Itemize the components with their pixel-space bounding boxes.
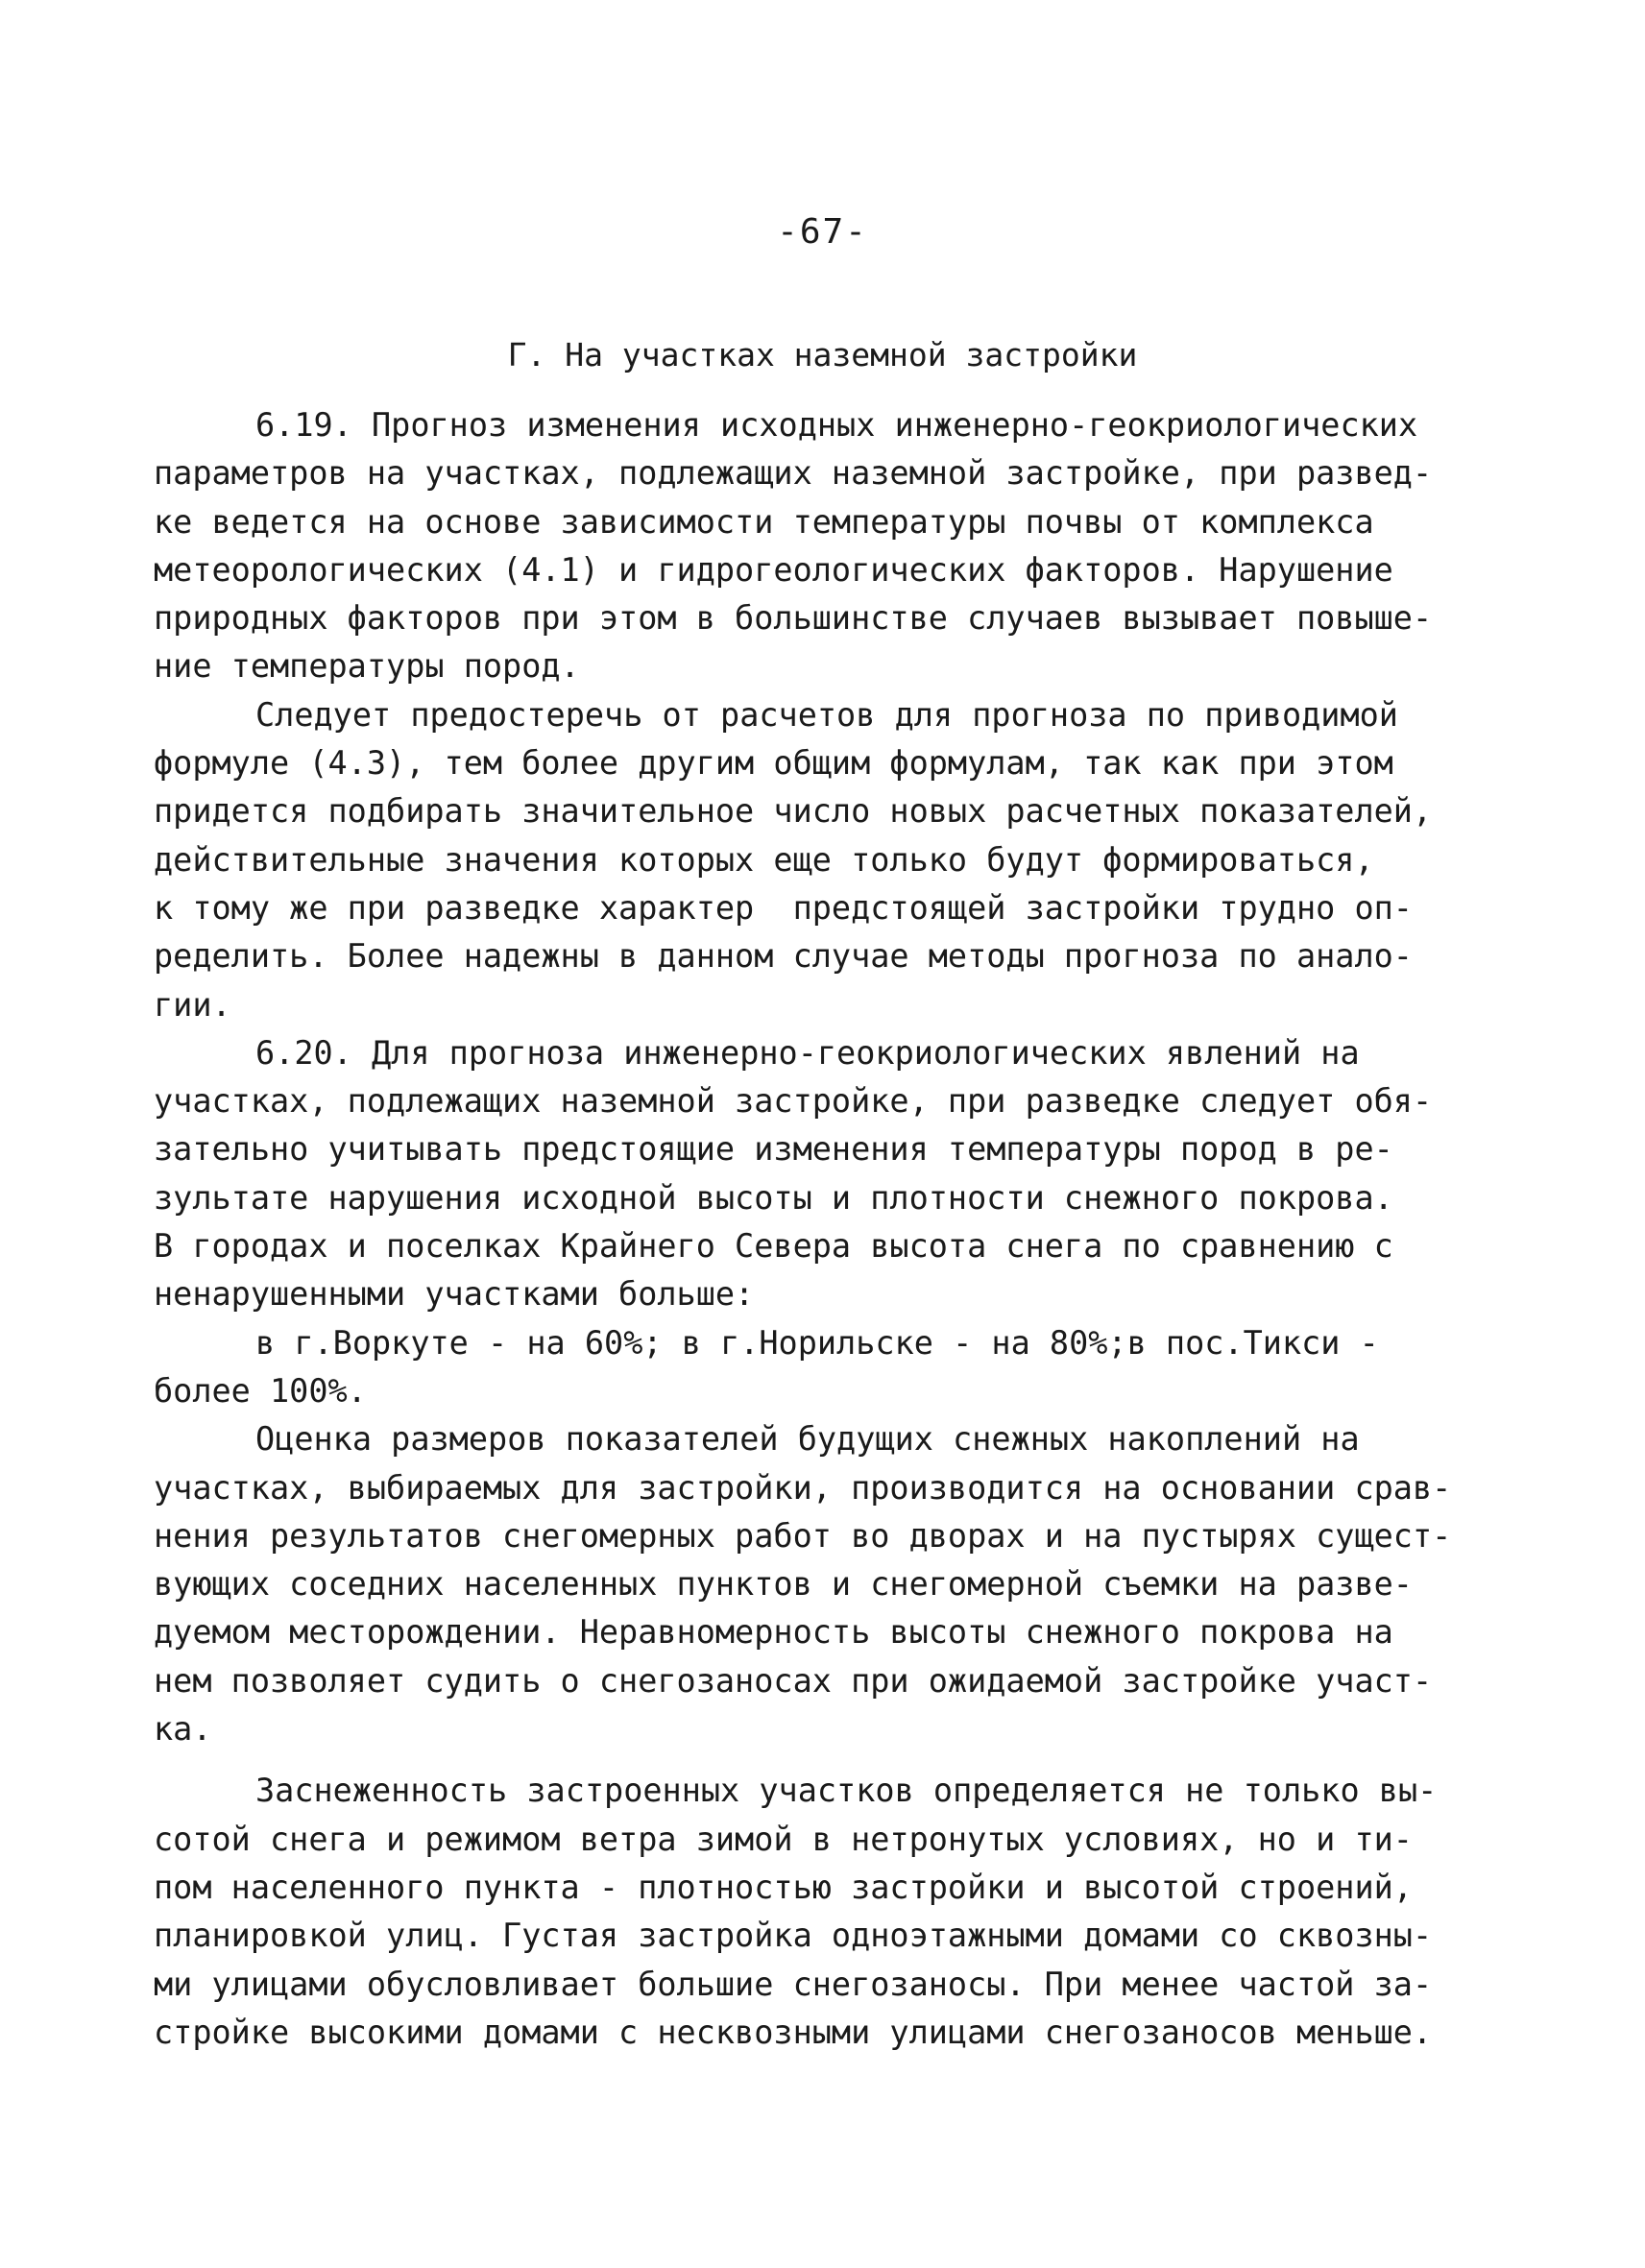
- text-line: зультате нарушения исходной высоты и плотности снежного покрова.: [154, 1178, 1393, 1217]
- text-line: нем позволяет судить о снегозаносах при ожидаемой застройке участ-: [154, 1661, 1433, 1700]
- text-line: природных факторов при этом в большинстве случаев вызывает повыше-: [154, 599, 1433, 638]
- text-line: гии.: [154, 985, 231, 1024]
- text-line: метеорологических (4.1) и гидрогеологических факторов. Нарушение: [154, 550, 1393, 589]
- text-line: ка.: [154, 1710, 212, 1749]
- text-line: 6.19. Прогноз изменения исходных инженерно-геокриологических: [255, 406, 1418, 444]
- text-line: более 100%.: [154, 1371, 367, 1410]
- text-line: ми улицами обусловливает большие снегозаносы. При менее частой за-: [154, 1965, 1433, 2003]
- text-line: ределить. Более надежны в данном случае методы прогноза по анало-: [154, 937, 1413, 976]
- text-line: дуемом месторождении. Неравномерность высоты снежного покрова на: [154, 1613, 1393, 1652]
- text-line: 6.20. Для прогноза инженерно-геокриологических явлений на: [255, 1033, 1360, 1072]
- text-line: планировкой улиц. Густая застройка одноэтажными домами со сквозны-: [154, 1917, 1433, 1955]
- text-line: зательно учитывать предстоящие изменения температуры пород в ре-: [154, 1130, 1393, 1169]
- text-line: параметров на участках, подлежащих наземной застройке, при развед-: [154, 454, 1433, 493]
- body-text: [154, 401, 1498, 2057]
- text-line: участках, подлежащих наземной застройке, при разведке следует обя-: [154, 1082, 1433, 1121]
- text-line: ние температуры пород.: [154, 647, 580, 686]
- text-line: ненарушенными участками больше:: [154, 1275, 755, 1314]
- text-line: пом населенного пункта - плотностью застройки и высотой строений,: [154, 1868, 1413, 1906]
- text-line: вующих соседних населенных пунктов и снегомерной съемки на разве-: [154, 1565, 1413, 1604]
- text-line: придется подбирать значительное число новых расчетных показателей,: [154, 792, 1433, 831]
- section-heading: Г. На участках наземной застройки: [507, 336, 1138, 374]
- text-line: Следует предостеречь от расчетов для прогноза по приводимой: [255, 695, 1398, 734]
- page-number: -67-: [777, 212, 868, 252]
- text-line: Заснеженность застроенных участков определяется не только вы-: [255, 1772, 1438, 1810]
- text-line: нения результатов снегомерных работ во дворах и на пустырях сущест-: [154, 1516, 1452, 1555]
- text-line: к тому же при разведке характер предстоящей застройки трудно оп-: [154, 888, 1413, 927]
- text-line: действительные значения которых еще только будут формироваться,: [154, 840, 1374, 879]
- text-line: ке ведется на основе зависимости температуры почвы от комплекса: [154, 502, 1374, 541]
- text-line: формуле (4.3), тем более другим общим формулам, так как при этом: [154, 744, 1393, 783]
- text-line: стройке высокими домами с несквозными улицами снегозаносов меньше.: [154, 2013, 1433, 2051]
- text-line: в г.Воркуте - на 60%; в г.Норильске - на 80%;в пос.Тикси -: [255, 1323, 1379, 1362]
- text-line: В городах и поселках Крайнего Севера высота снега по сравнению с: [154, 1227, 1393, 1266]
- text-line: участках, выбираемых для застройки, производится на основании срав-: [154, 1468, 1452, 1507]
- text-line: сотой снега и режимом ветра зимой в нетронутых условиях, но и ти-: [154, 1820, 1413, 1858]
- text-line: Оценка размеров показателей будущих снежных накоплений на: [255, 1420, 1360, 1459]
